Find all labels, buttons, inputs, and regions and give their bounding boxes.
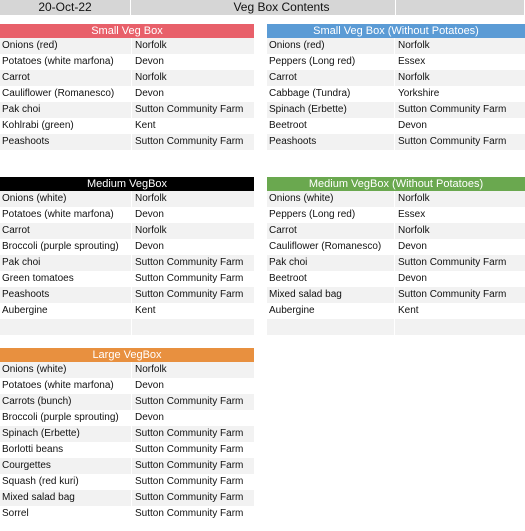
column-divider [131, 442, 132, 458]
table-row [0, 426, 254, 442]
item-cell[interactable]: Potatoes (white marfona) [2, 56, 114, 67]
column-divider [131, 38, 132, 54]
table-row [267, 239, 525, 255]
item-cell[interactable]: Mixed salad bag [269, 289, 342, 300]
origin-cell[interactable]: Devon [398, 241, 427, 252]
origin-cell[interactable]: Sutton Community Farm [135, 428, 244, 439]
origin-cell[interactable]: Sutton Community Farm [135, 289, 244, 300]
column-divider [131, 207, 132, 223]
origin-cell[interactable]: Sutton Community Farm [398, 104, 507, 115]
column-divider [394, 319, 395, 335]
item-cell[interactable]: Courgettes [2, 460, 51, 471]
origin-cell[interactable]: Norfolk [135, 72, 167, 83]
column-divider [131, 362, 132, 378]
column-divider [131, 410, 132, 426]
column-divider [131, 255, 132, 271]
table-row [0, 86, 254, 102]
box-title[interactable]: Small Veg Box [0, 24, 254, 38]
table-row [0, 102, 254, 118]
item-cell[interactable]: Cauliflower (Romanesco) [2, 88, 115, 99]
column-divider [131, 54, 132, 70]
item-cell[interactable]: Cauliflower (Romanesco) [269, 241, 382, 252]
origin-cell[interactable]: Sutton Community Farm [135, 460, 244, 471]
table-row [0, 378, 254, 394]
origin-cell[interactable]: Devon [135, 380, 164, 391]
table-row [0, 54, 254, 70]
table-row [0, 394, 254, 410]
table-row [0, 442, 254, 458]
column-divider [131, 86, 132, 102]
box-rows [267, 38, 525, 166]
table-row [0, 271, 254, 287]
column-divider [394, 118, 395, 134]
medium-veg-box [0, 177, 254, 335]
origin-cell[interactable]: Devon [398, 120, 427, 131]
origin-cell[interactable]: Yorkshire [398, 88, 440, 99]
origin-cell[interactable]: Sutton Community Farm [135, 476, 244, 487]
item-cell[interactable]: Carrot [2, 225, 30, 236]
medium-veg-box-without-potatoes [267, 177, 525, 335]
table-row [267, 150, 525, 166]
origin-cell[interactable]: Kent [398, 305, 419, 316]
column-divider [131, 394, 132, 410]
item-cell[interactable]: Green tomatoes [2, 273, 74, 284]
column-divider [131, 426, 132, 442]
header-blank-cell-right[interactable] [396, 0, 525, 15]
origin-cell[interactable]: Norfolk [135, 193, 167, 204]
table-row [0, 239, 254, 255]
origin-cell[interactable]: Sutton Community Farm [135, 136, 244, 147]
table-row [0, 319, 254, 335]
table-row [267, 134, 525, 150]
column-divider [394, 287, 395, 303]
column-divider [131, 474, 132, 490]
item-cell[interactable]: Pak choi [269, 257, 308, 268]
origin-cell[interactable]: Devon [135, 412, 164, 423]
column-divider [394, 70, 395, 86]
item-cell[interactable]: Carrots (bunch) [2, 396, 72, 407]
item-cell[interactable]: Aubergine [2, 305, 48, 316]
item-cell[interactable]: Mixed salad bag [2, 492, 75, 503]
table-row [0, 362, 254, 378]
table-row [0, 38, 254, 54]
item-cell[interactable]: Onions (red) [269, 40, 325, 51]
item-cell[interactable]: Broccoli (purple sprouting) [2, 412, 119, 423]
column-divider [394, 223, 395, 239]
item-cell[interactable]: Potatoes (white marfona) [2, 380, 114, 391]
table-row [267, 54, 525, 70]
box-rows [0, 362, 254, 522]
column-divider [394, 303, 395, 319]
column-divider [394, 134, 395, 150]
column-divider [131, 134, 132, 150]
origin-cell[interactable]: Norfolk [398, 193, 430, 204]
column-divider [394, 271, 395, 287]
column-divider [394, 38, 395, 54]
table-row [267, 271, 525, 287]
origin-cell[interactable]: Sutton Community Farm [135, 508, 244, 519]
table-row [0, 287, 254, 303]
item-cell[interactable]: Peppers (Long red) [269, 209, 356, 220]
box-title[interactable]: Large VegBox [0, 348, 254, 362]
origin-cell[interactable]: Sutton Community Farm [135, 104, 244, 115]
table-row [267, 86, 525, 102]
table-row [0, 458, 254, 474]
item-cell[interactable]: Onions (red) [2, 40, 58, 51]
origin-cell[interactable]: Devon [135, 241, 164, 252]
small-veg-box [0, 24, 254, 166]
item-cell[interactable]: Spinach (Erbette) [269, 104, 347, 115]
origin-cell[interactable]: Devon [398, 273, 427, 284]
column-divider [394, 239, 395, 255]
item-cell[interactable]: Spinach (Erbette) [2, 428, 80, 439]
table-row [0, 490, 254, 506]
box-title[interactable]: Medium VegBox (Without Potatoes) [267, 177, 525, 191]
origin-cell[interactable]: Essex [398, 56, 426, 67]
origin-cell[interactable]: Devon [135, 56, 164, 67]
column-divider [131, 118, 132, 134]
origin-cell[interactable]: Sutton Community Farm [398, 289, 507, 300]
origin-cell[interactable]: Norfolk [135, 364, 167, 375]
origin-cell[interactable]: Devon [135, 209, 164, 220]
sheet-header-row [0, 0, 525, 15]
column-divider [131, 271, 132, 287]
table-row [267, 319, 525, 335]
origin-cell[interactable]: Kent [135, 305, 156, 316]
table-row [267, 223, 525, 239]
item-cell[interactable]: Onions (white) [2, 193, 67, 204]
origin-cell[interactable]: Norfolk [135, 40, 167, 51]
item-cell[interactable]: Pak choi [2, 104, 41, 115]
column-divider [131, 191, 132, 207]
origin-cell[interactable]: Sutton Community Farm [135, 257, 244, 268]
item-cell[interactable]: Peppers (Long red) [269, 56, 356, 67]
column-divider [394, 255, 395, 271]
date-cell[interactable]: 20-Oct-22 [0, 0, 131, 15]
table-row [0, 207, 254, 223]
origin-cell[interactable]: Sutton Community Farm [135, 492, 244, 503]
column-divider [131, 102, 132, 118]
origin-cell[interactable]: Norfolk [135, 225, 167, 236]
table-row [267, 70, 525, 86]
column-divider [131, 506, 132, 522]
table-row [0, 70, 254, 86]
item-cell[interactable]: Pak choi [2, 257, 41, 268]
item-cell[interactable]: Cabbage (Tundra) [269, 88, 351, 99]
item-cell[interactable]: Onions (white) [269, 193, 334, 204]
item-cell[interactable]: Onions (white) [2, 364, 67, 375]
item-cell[interactable]: Sorrel [2, 508, 29, 519]
column-divider [131, 303, 132, 319]
column-divider [394, 191, 395, 207]
table-row [0, 255, 254, 271]
table-row [0, 118, 254, 134]
column-divider [394, 86, 395, 102]
column-divider [394, 54, 395, 70]
table-row [267, 102, 525, 118]
origin-cell[interactable]: Norfolk [398, 72, 430, 83]
origin-cell[interactable]: Sutton Community Farm [135, 396, 244, 407]
table-row [0, 191, 254, 207]
origin-cell[interactable]: Sutton Community Farm [135, 273, 244, 284]
origin-cell[interactable]: Essex [398, 209, 426, 220]
column-divider [131, 458, 132, 474]
column-divider [394, 207, 395, 223]
item-cell[interactable]: Kohlrabi (green) [2, 120, 74, 131]
table-row [267, 287, 525, 303]
table-row [267, 255, 525, 271]
column-divider [394, 102, 395, 118]
table-row [0, 134, 254, 150]
table-row [267, 207, 525, 223]
box-title[interactable]: Medium VegBox [0, 177, 254, 191]
column-divider [131, 490, 132, 506]
column-divider [131, 223, 132, 239]
column-divider [131, 287, 132, 303]
column-divider [131, 319, 132, 335]
item-cell[interactable]: Carrot [2, 72, 30, 83]
item-cell[interactable]: Peashoots [269, 136, 317, 147]
box-rows [0, 191, 254, 335]
origin-cell[interactable]: Kent [135, 120, 156, 131]
item-cell[interactable]: Aubergine [269, 305, 315, 316]
origin-cell[interactable]: Sutton Community Farm [135, 444, 244, 455]
origin-cell[interactable]: Devon [135, 88, 164, 99]
origin-cell[interactable]: Sutton Community Farm [398, 136, 507, 147]
item-cell[interactable]: Borlotti beans [2, 444, 64, 455]
table-row [0, 223, 254, 239]
column-divider [131, 70, 132, 86]
table-row [0, 410, 254, 426]
item-cell[interactable]: Beetroot [269, 273, 307, 284]
page-title[interactable]: Veg Box Contents [168, 0, 396, 15]
item-cell[interactable]: Carrot [269, 225, 297, 236]
item-cell[interactable]: Carrot [269, 72, 297, 83]
item-cell[interactable]: Squash (red kuri) [2, 476, 79, 487]
table-row [0, 506, 254, 522]
table-row [0, 150, 254, 166]
box-rows [267, 191, 525, 335]
table-row [0, 303, 254, 319]
origin-cell[interactable]: Norfolk [398, 225, 430, 236]
table-row [267, 38, 525, 54]
item-cell[interactable]: Broccoli (purple sprouting) [2, 241, 119, 252]
table-row [0, 474, 254, 490]
box-title[interactable]: Small Veg Box (Without Potatoes) [267, 24, 525, 38]
table-row [267, 118, 525, 134]
column-divider [131, 239, 132, 255]
column-divider [131, 150, 132, 166]
origin-cell[interactable]: Sutton Community Farm [398, 257, 507, 268]
column-divider [131, 378, 132, 394]
large-veg-box [0, 348, 254, 522]
box-rows [0, 38, 254, 166]
item-cell[interactable]: Peashoots [2, 289, 50, 300]
table-row [267, 303, 525, 319]
origin-cell[interactable]: Norfolk [398, 40, 430, 51]
item-cell[interactable]: Beetroot [269, 120, 307, 131]
item-cell[interactable]: Peashoots [2, 136, 50, 147]
small-veg-box-without-potatoes [267, 24, 525, 166]
column-divider [394, 150, 395, 166]
table-row [267, 191, 525, 207]
item-cell[interactable]: Potatoes (white marfona) [2, 209, 114, 220]
